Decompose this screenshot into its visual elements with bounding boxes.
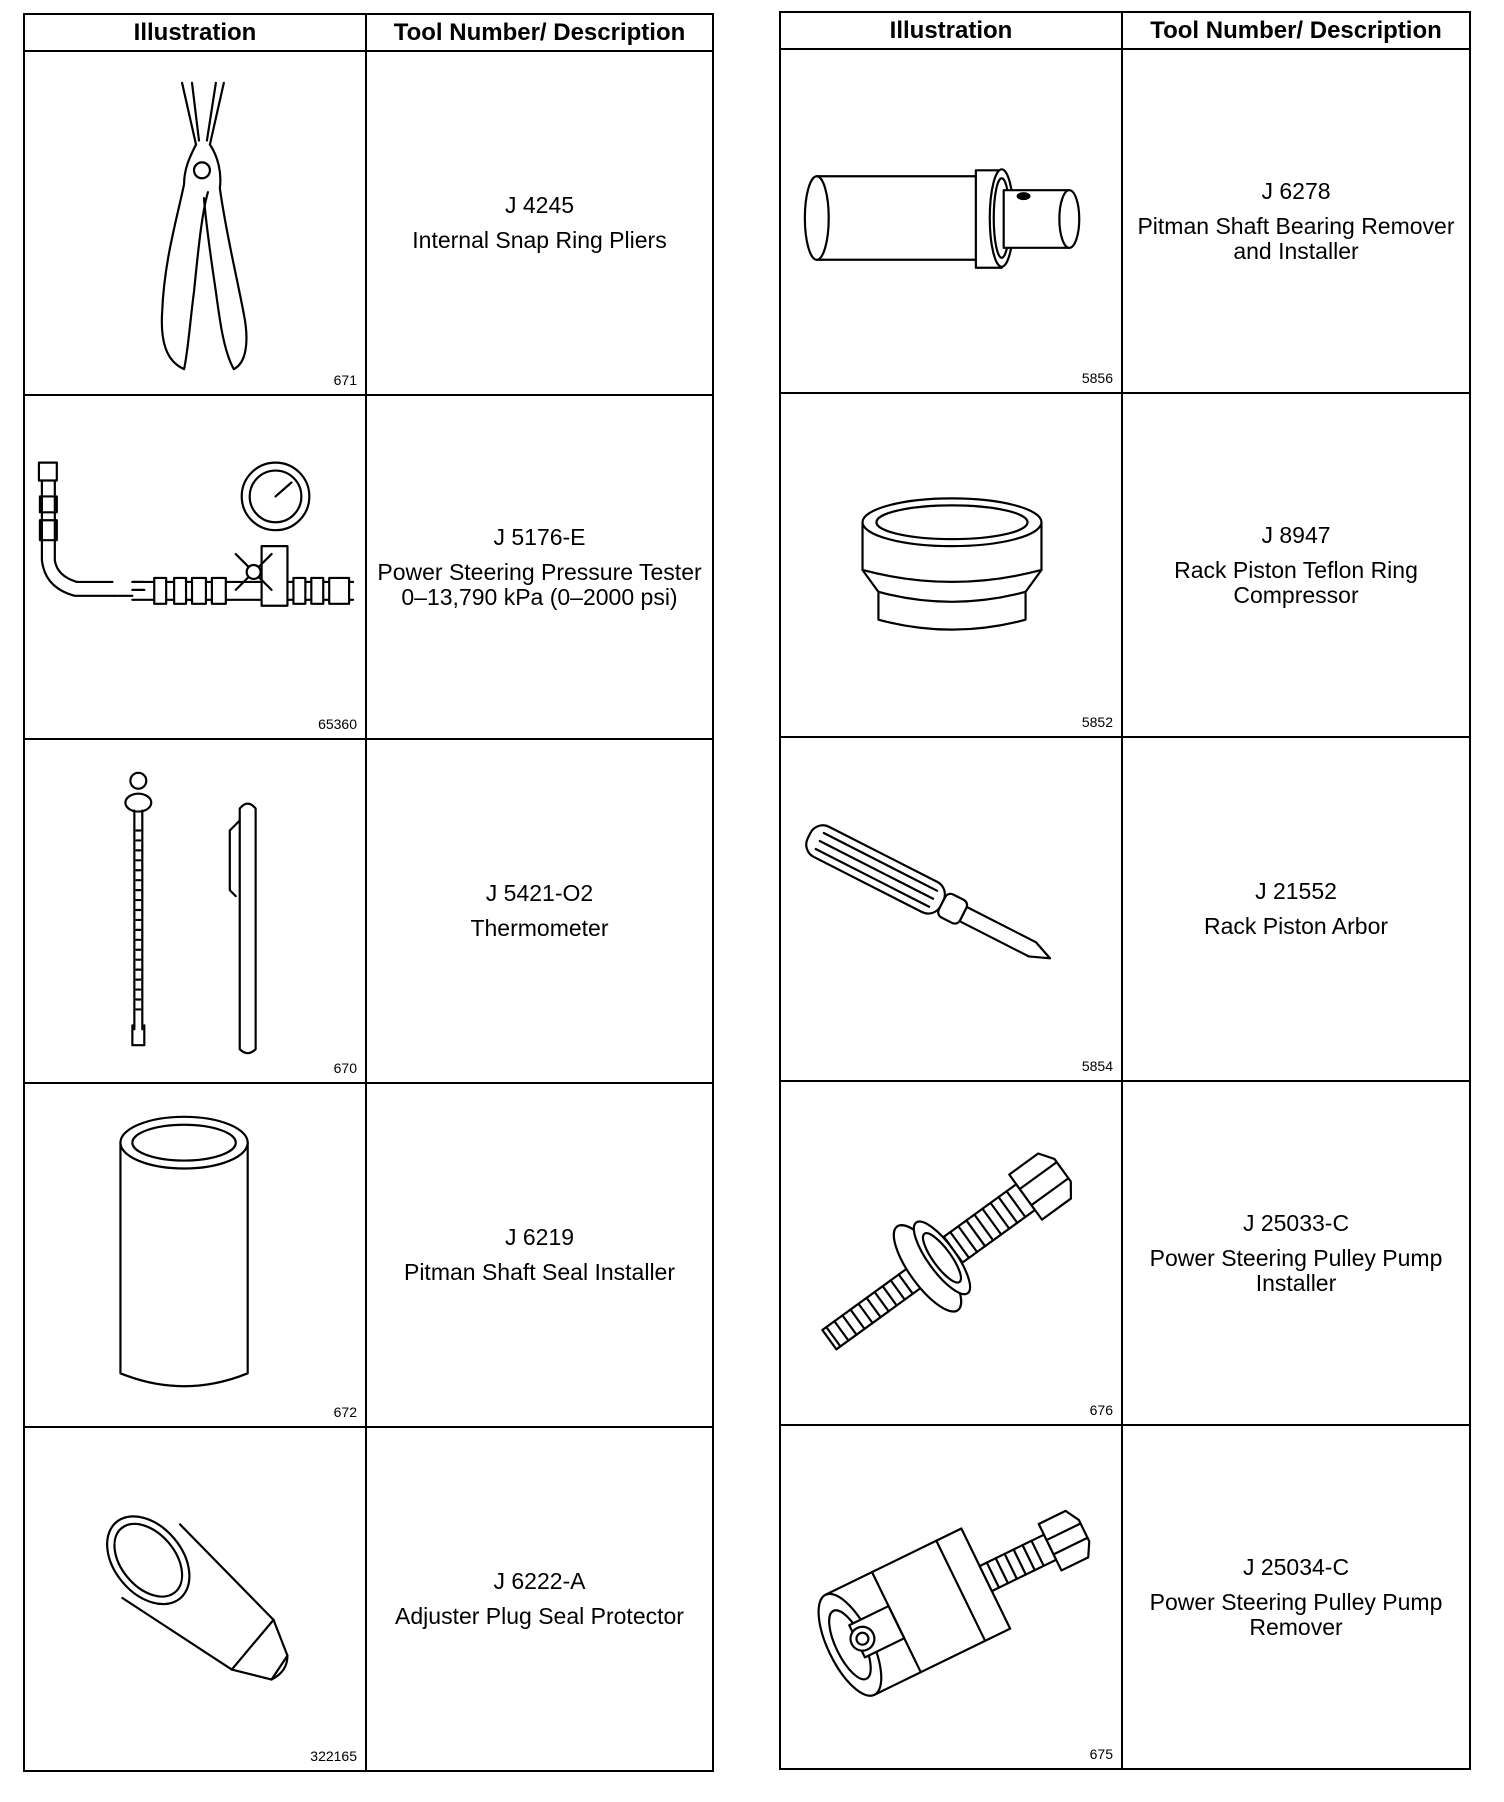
illustration-header: Illustration (24, 14, 366, 51)
illustration-cell (24, 1427, 366, 1771)
figure-number: 5856 (1081, 370, 1113, 386)
tool-number: J 25034-C (1242, 1553, 1350, 1580)
table-row (24, 395, 713, 739)
seal-installer-icon (25, 1084, 365, 1426)
seal-protector-icon (25, 1428, 365, 1770)
tool-number: J 21552 (1255, 878, 1337, 904)
description-header: Tool Number/ Description (1122, 12, 1470, 49)
figure-number: 5854 (1081, 1058, 1113, 1074)
table-row (780, 1425, 1470, 1769)
table-header-row (24, 14, 713, 51)
figure-number: 671 (333, 372, 357, 388)
tool-number: J 8947 (1261, 521, 1331, 548)
tool-table-left (23, 13, 714, 1772)
table-row (24, 1083, 713, 1427)
tool-name: Rack Piston Arbor (1203, 913, 1389, 939)
tool-number: J 4245 (504, 192, 575, 218)
table-row (780, 49, 1470, 393)
description-cell (366, 51, 713, 395)
tool-name: Internal Snap Ring Pliers (412, 227, 667, 253)
description-cell (1122, 1081, 1470, 1425)
illustration-cell (780, 49, 1122, 393)
description-header: Tool Number/ Description (366, 14, 713, 51)
table-row (24, 51, 713, 395)
illustration-cell (780, 737, 1122, 1081)
illustration-cell (780, 1425, 1122, 1769)
tool-name: Pitman Shaft Bearing Remover and Installer (1137, 212, 1455, 264)
table-row (24, 739, 713, 1083)
tool-name: Rack Piston Teflon Ring Compressor (1174, 556, 1418, 608)
description-cell (366, 1083, 713, 1427)
tool-number: J 5421-O2 (485, 880, 594, 906)
illustration-cell (24, 395, 366, 739)
bearing-remover-icon (781, 50, 1121, 392)
piston-arbor-icon (781, 738, 1121, 1080)
description-cell (1122, 393, 1470, 737)
tool-number: J 6222-A (493, 1568, 586, 1594)
tool-name: Adjuster Plug Seal Protector (395, 1603, 684, 1629)
thermometer-icon (25, 740, 365, 1082)
tool-name: Power Steering Pressure Tester 0–13,790 kPa (0–2000 psi) (377, 558, 702, 610)
figure-number: 675 (1089, 1746, 1113, 1762)
figure-number: 672 (333, 1404, 357, 1420)
tool-number: J 5176-E (493, 523, 586, 550)
tool-name: Thermometer (470, 915, 609, 941)
illustration-cell (24, 739, 366, 1083)
table-row (780, 393, 1470, 737)
pulley-installer-icon (781, 1082, 1121, 1424)
table-row (780, 1081, 1470, 1425)
description-cell (1122, 49, 1470, 393)
illustration-cell (24, 51, 366, 395)
snap-ring-pliers-icon (25, 52, 365, 394)
table-row (780, 737, 1470, 1081)
figure-number: 676 (1089, 1402, 1113, 1418)
description-cell (366, 739, 713, 1083)
illustration-header: Illustration (780, 12, 1122, 49)
pulley-remover-icon (781, 1426, 1121, 1768)
table-header-row (780, 12, 1470, 49)
description-cell (366, 1427, 713, 1771)
tool-name: Power Steering Pulley Pump Installer (1149, 1244, 1443, 1296)
description-cell (1122, 737, 1470, 1081)
tool-number: J 6278 (1261, 177, 1331, 204)
illustration-cell (780, 1081, 1122, 1425)
pressure-tester-icon (25, 396, 365, 738)
tool-number: J 6219 (504, 1224, 575, 1250)
description-cell (366, 395, 713, 739)
figure-number: 65360 (318, 716, 357, 732)
tool-number: J 25033-C (1242, 1209, 1350, 1236)
table-row (24, 1427, 713, 1771)
illustration-cell (780, 393, 1122, 737)
figure-number: 670 (333, 1060, 357, 1076)
description-cell (1122, 1425, 1470, 1769)
tool-table-right (779, 11, 1471, 1770)
illustration-cell (24, 1083, 366, 1427)
ring-compressor-icon (781, 394, 1121, 736)
tool-name: Power Steering Pulley Pump Remover (1149, 1588, 1443, 1640)
figure-number: 322165 (310, 1748, 357, 1764)
figure-number: 5852 (1081, 714, 1113, 730)
tool-name: Pitman Shaft Seal Installer (403, 1259, 676, 1285)
